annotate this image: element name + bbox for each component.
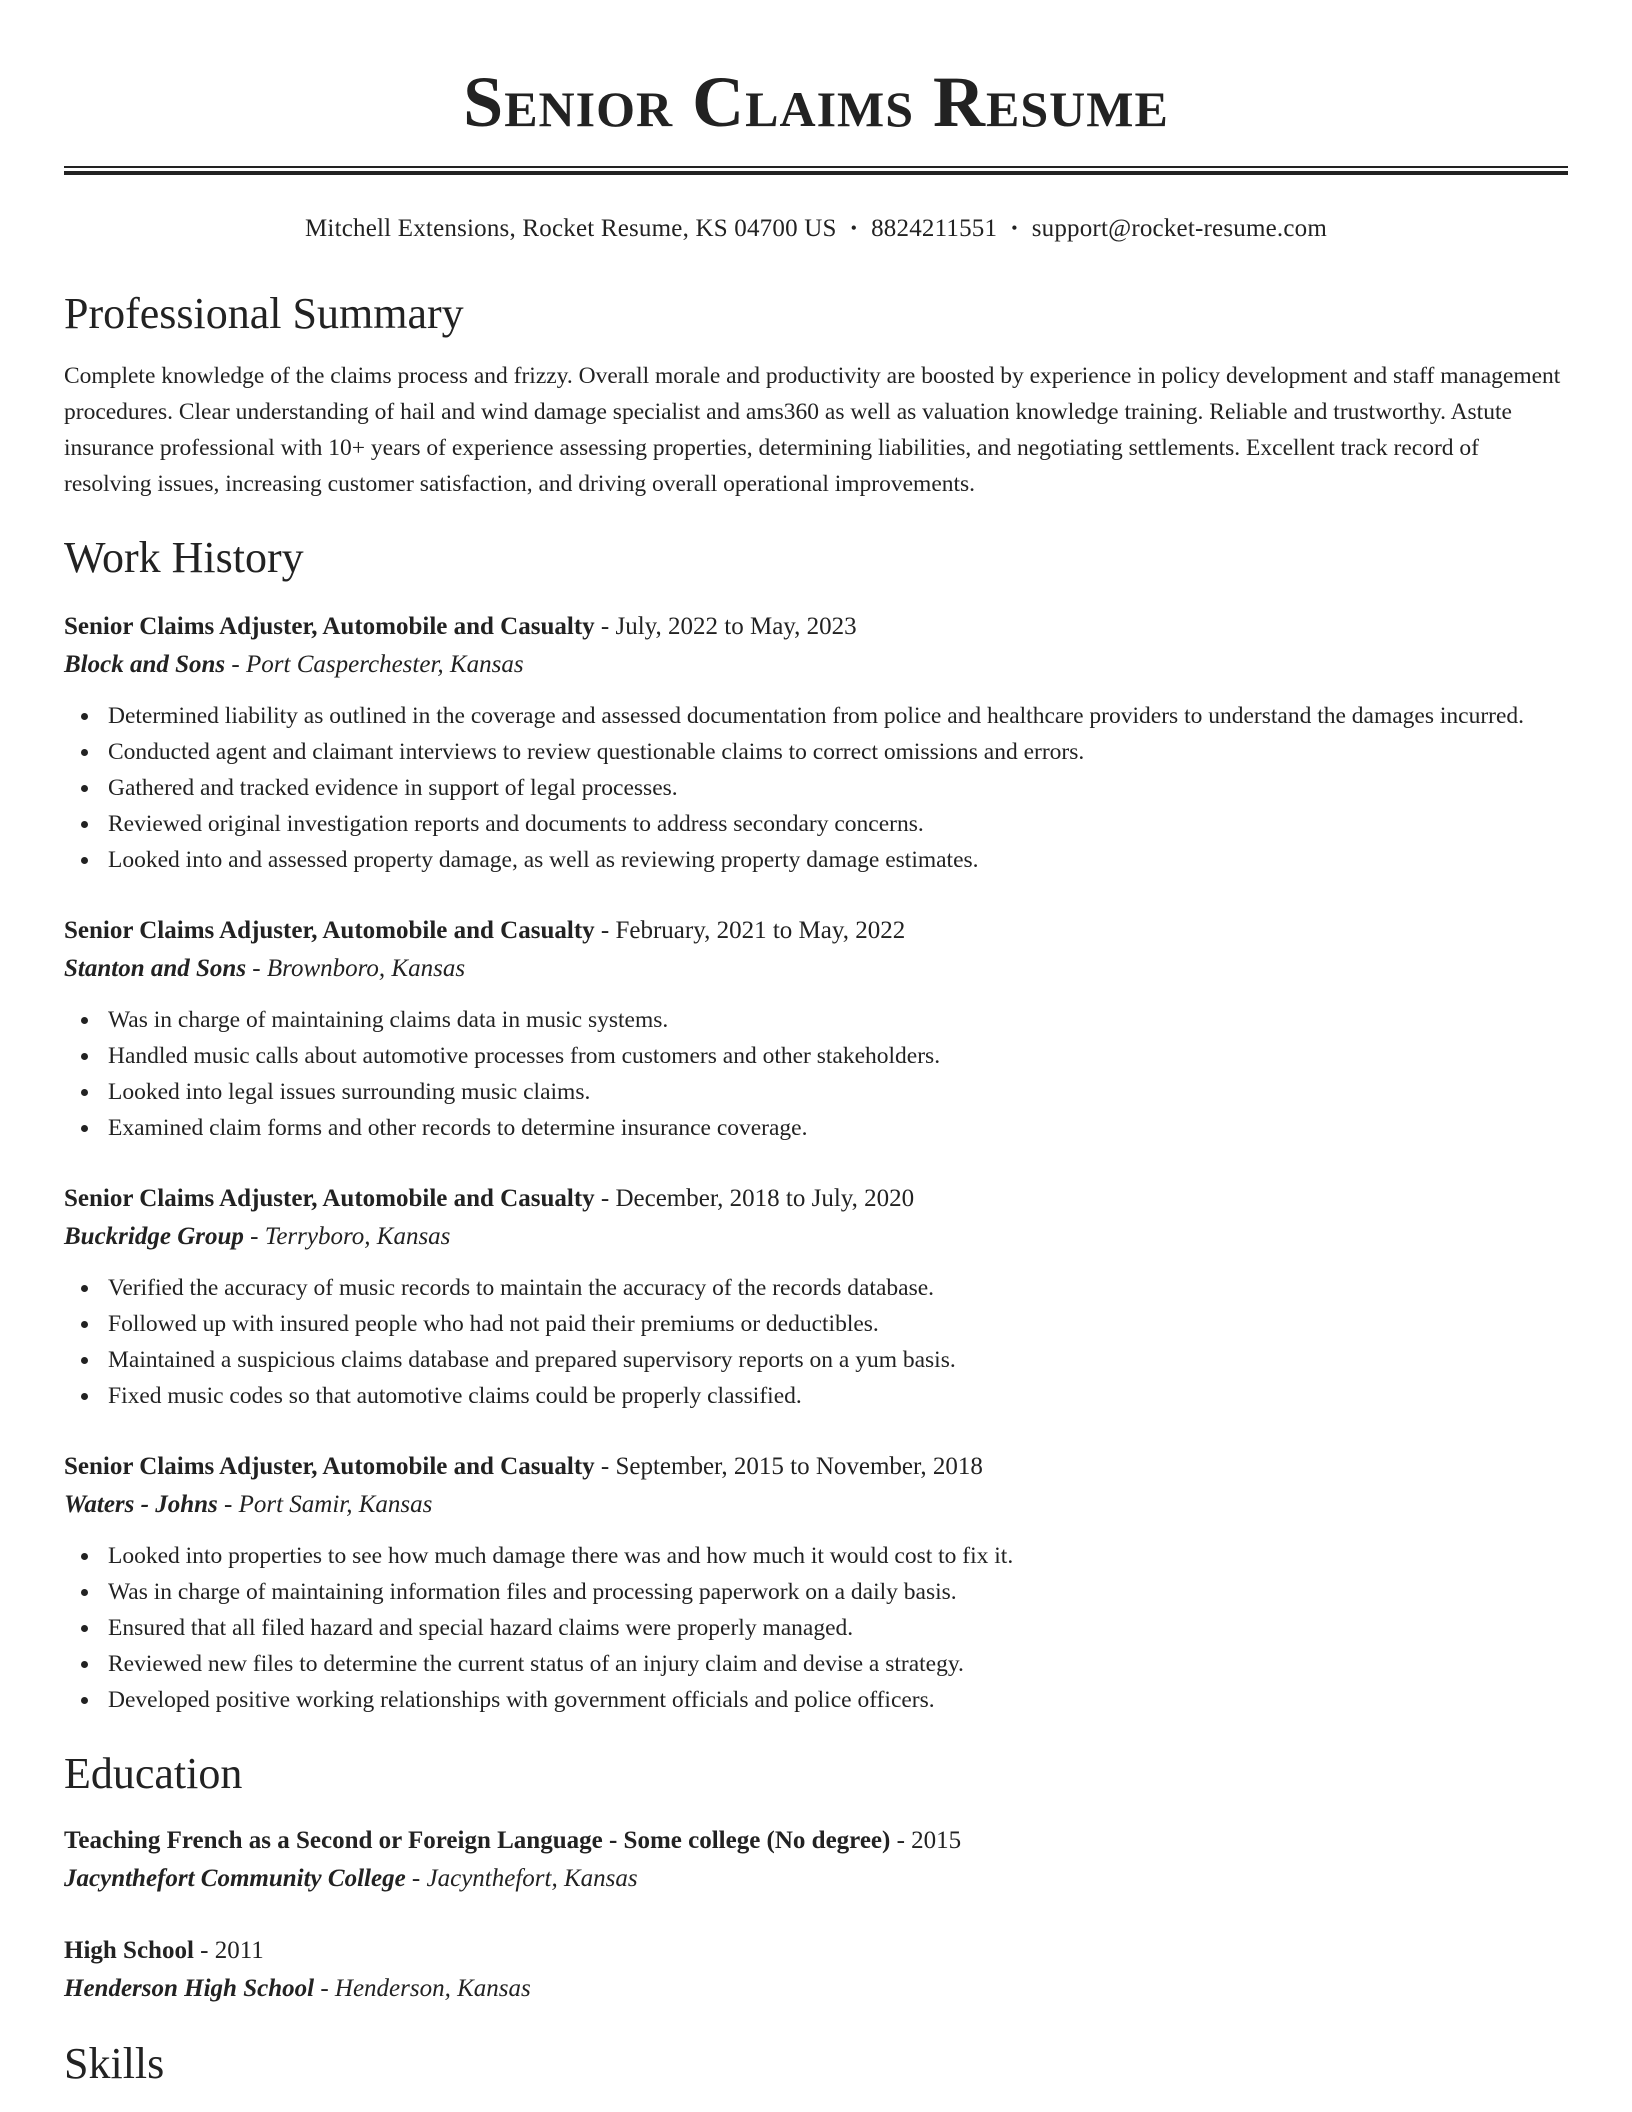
job-entry bbox=[64, 1448, 1568, 1718]
job-bullet: Reviewed original investigation reports and documents to address secondary concerns. bbox=[108, 806, 1568, 842]
education-location: - Henderson, Kansas bbox=[314, 1975, 531, 2002]
education-entry bbox=[64, 1822, 1568, 1898]
job-company: Block and Sons bbox=[64, 651, 226, 678]
job-bullet-list bbox=[64, 698, 1568, 878]
job-title: Senior Claims Adjuster, Automobile and Casualty bbox=[64, 613, 595, 640]
job-bullet: Verified the accuracy of music records to maintain the accuracy of the records database. bbox=[108, 1270, 1568, 1306]
job-title: Senior Claims Adjuster, Automobile and Casualty bbox=[64, 1185, 595, 1212]
job-bullet-list bbox=[64, 1002, 1568, 1146]
education-entry bbox=[64, 1932, 1568, 2008]
education-degree: Teaching French as a Second or Foreign Language - Some college (No degree) bbox=[64, 1827, 891, 1854]
job-location: - Port Samir, Kansas bbox=[217, 1491, 433, 1518]
education-school-line bbox=[64, 1970, 1568, 2008]
education-degree-line bbox=[64, 1932, 1568, 1970]
education-degree-line bbox=[64, 1822, 1568, 1860]
job-company: Stanton and Sons bbox=[64, 955, 247, 982]
job-dates: - December, 2018 to July, 2020 bbox=[594, 1185, 915, 1212]
education-school: Jacynthefort Community College bbox=[64, 1865, 406, 1892]
contact-phone: 8824211551 bbox=[871, 215, 998, 242]
job-bullet: Examined claim forms and other records to determine insurance coverage. bbox=[108, 1110, 1568, 1146]
job-bullet-list bbox=[64, 1270, 1568, 1414]
contact-separator: • bbox=[1011, 218, 1018, 238]
education-degree: High School bbox=[64, 1937, 194, 1964]
job-company-line bbox=[64, 1486, 1568, 1524]
education-year: - 2015 bbox=[890, 1827, 962, 1854]
resume-title: Senior Claims Resume bbox=[463, 62, 1169, 142]
job-title-line bbox=[64, 608, 1568, 646]
job-bullet: Looked into legal issues surrounding music claims. bbox=[108, 1074, 1568, 1110]
job-bullet: Determined liability as outlined in the coverage and assessed documentation from police and healthcare providers to understand the damages incurred. bbox=[108, 698, 1568, 734]
contact-line bbox=[64, 211, 1568, 246]
work-history-heading: Work History bbox=[64, 533, 304, 582]
job-location: - Brownboro, Kansas bbox=[246, 955, 466, 982]
job-title: Senior Claims Adjuster, Automobile and Casualty bbox=[64, 1453, 595, 1480]
job-entry bbox=[64, 608, 1568, 878]
job-bullet: Gathered and tracked evidence in support of legal processes. bbox=[108, 770, 1568, 806]
contact-email[interactable]: support@rocket-resume.com bbox=[1031, 215, 1327, 242]
job-title: Senior Claims Adjuster, Automobile and Casualty bbox=[64, 917, 595, 944]
job-company: Waters - Johns bbox=[64, 1491, 218, 1518]
summary-heading: Professional Summary bbox=[64, 289, 464, 338]
job-bullet: Looked into and assessed property damage, as well as reviewing property damage estimates. bbox=[108, 842, 1568, 878]
job-bullet: Developed positive working relationships with government officials and police officers. bbox=[108, 1682, 1568, 1718]
skills-heading: Skills bbox=[64, 2039, 165, 2088]
summary-text: Complete knowledge of the claims process and frizzy. Overall morale and productivity are boosted by experience in policy development and staff management procedures. Clear understanding of hail and wind damage specialist and ams360 as well as valuation knowledge training. Reliable and trustworthy. Astute insurance professional with 10+ years of experience assessing properties, determining liabilities, and negotiating settlements. Excellent track record of resolving issues, increasing customer satisfaction, and driving overall operational improvements. bbox=[64, 363, 1561, 497]
job-location: - Port Casperchester, Kansas bbox=[225, 651, 524, 678]
job-dates: - September, 2015 to November, 2018 bbox=[594, 1453, 983, 1480]
contact-separator: • bbox=[850, 218, 858, 238]
job-entry bbox=[64, 912, 1568, 1146]
education-year: - 2011 bbox=[193, 1937, 264, 1964]
job-bullet: Fixed music codes so that automotive claims could be properly classified. bbox=[108, 1378, 1568, 1414]
job-bullet: Reviewed new files to determine the current status of an injury claim and devise a strategy. bbox=[108, 1646, 1568, 1682]
job-company-line bbox=[64, 1218, 1568, 1256]
job-company: Buckridge Group bbox=[64, 1223, 244, 1250]
job-bullet: Was in charge of maintaining claims data in music systems. bbox=[108, 1002, 1568, 1038]
job-bullet: Was in charge of maintaining information files and processing paperwork on a daily basis. bbox=[108, 1574, 1568, 1610]
job-entry bbox=[64, 1180, 1568, 1414]
job-location: - Terryboro, Kansas bbox=[243, 1223, 451, 1250]
contact-address: Mitchell Extensions, Rocket Resume, KS 04700 US bbox=[305, 215, 837, 242]
job-bullet-list bbox=[64, 1538, 1568, 1718]
job-bullet: Ensured that all filed hazard and special hazard claims were properly managed. bbox=[108, 1610, 1568, 1646]
resume-page bbox=[64, 0, 1568, 2092]
job-dates: - February, 2021 to May, 2022 bbox=[594, 917, 906, 944]
job-bullet: Maintained a suspicious claims database and prepared supervisory reports on a yum basis. bbox=[108, 1342, 1568, 1378]
education-heading: Education bbox=[64, 1749, 243, 1798]
job-dates: - July, 2022 to May, 2023 bbox=[594, 613, 857, 640]
job-title-line bbox=[64, 1180, 1568, 1218]
job-company-line bbox=[64, 950, 1568, 988]
job-bullet: Followed up with insured people who had not paid their premiums or deductibles. bbox=[108, 1306, 1568, 1342]
job-bullet: Looked into properties to see how much damage there was and how much it would cost to fix it. bbox=[108, 1538, 1568, 1574]
job-bullet: Conducted agent and claimant interviews to review questionable claims to correct omissions and errors. bbox=[108, 734, 1568, 770]
education-school: Henderson High School bbox=[64, 1975, 315, 2002]
job-company-line bbox=[64, 646, 1568, 684]
job-bullet: Handled music calls about automotive processes from customers and other stakeholders. bbox=[108, 1038, 1568, 1074]
job-title-line bbox=[64, 1448, 1568, 1486]
education-school-line bbox=[64, 1860, 1568, 1898]
job-title-line bbox=[64, 912, 1568, 950]
education-location: - Jacynthefort, Kansas bbox=[405, 1865, 638, 1892]
title-double-rule bbox=[64, 166, 1568, 175]
